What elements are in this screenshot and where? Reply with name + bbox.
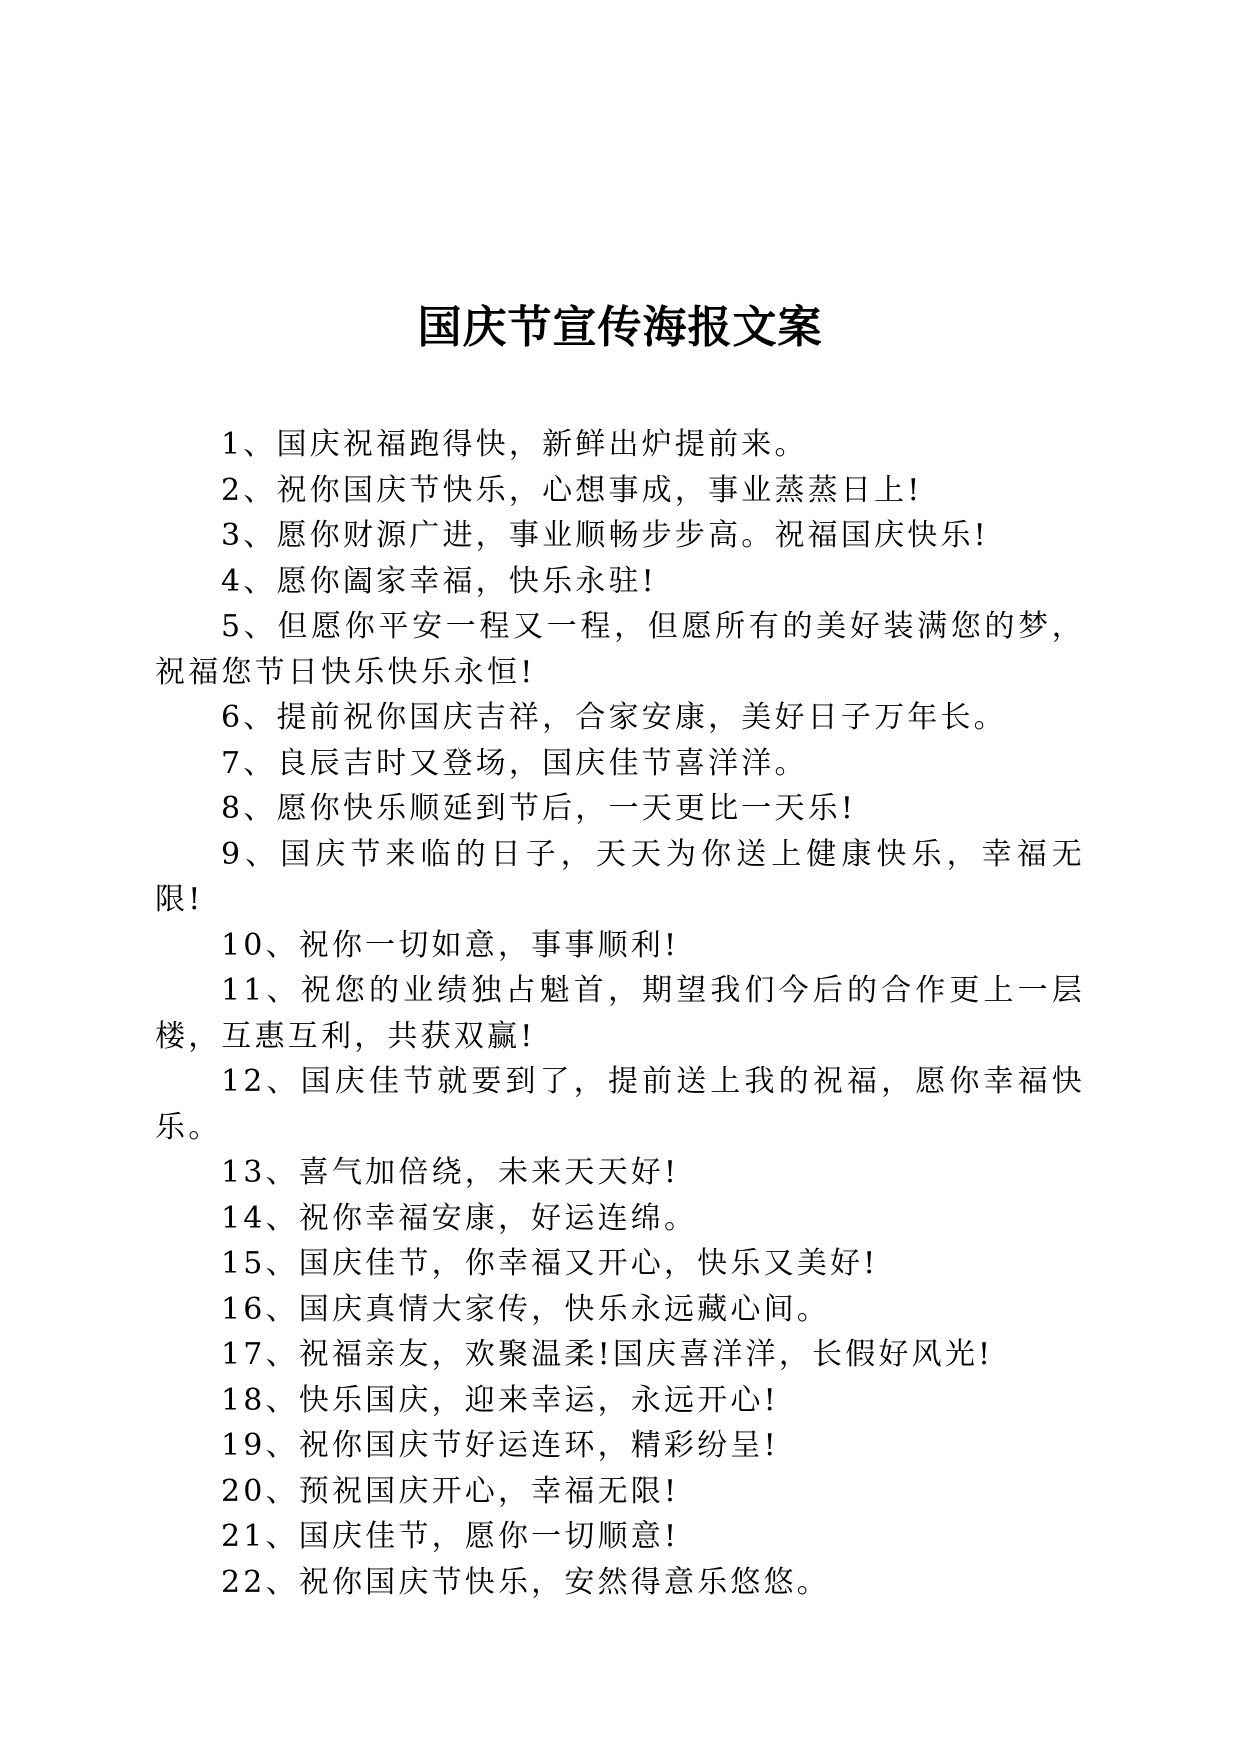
- greeting-list: [155, 422, 1085, 1605]
- list-item: 15、国庆佳节，你幸福又开心，快乐又美好!: [221, 1246, 879, 1281]
- list-item: 1、国庆祝福跑得快，新鲜出炉提前来。: [221, 427, 808, 462]
- list-item: 9、国庆节来临的日子，天天为你送上健康快乐，幸福无限!: [155, 836, 1085, 917]
- list-item: 10、祝你一切如意，事事顺利!: [221, 927, 680, 963]
- list-item: 14、祝你幸福安康，好运连绵。: [221, 1200, 698, 1236]
- list-item: 11、祝您的业绩独占魁首，期望我们今后的合作更上一层楼，互惠互利，共获双赢!: [155, 973, 1085, 1054]
- list-item: 20、预祝国庆开心，幸福无限!: [221, 1473, 680, 1509]
- list-item: 12、国庆佳节就要到了，提前送上我的祝福，愿你幸福快乐。: [155, 1064, 1085, 1145]
- list-item: 21、国庆佳节，愿你一切顺意!: [221, 1519, 680, 1554]
- list-item: 8、愿你快乐顺延到节后，一天更比一天乐!: [221, 791, 857, 826]
- list-item: 16、国庆真情大家传，快乐永远藏心间。: [221, 1291, 830, 1327]
- list-item: 19、祝你国庆节好运连环，精彩纷呈!: [221, 1428, 779, 1463]
- list-item: 2、祝你国庆节快乐，心想事成，事业蒸蒸日上!: [221, 472, 923, 508]
- list-item: 13、喜气加倍绕，未来天天好!: [221, 1155, 680, 1190]
- list-item: 5、但愿你平安一程又一程，但愿所有的美好装满您的梦，祝福您节日快乐快乐永恒!: [155, 609, 1085, 690]
- list-item: 22、祝你国庆节快乐，安然得意乐悠悠。: [221, 1564, 830, 1600]
- list-item: 7、良辰吉时又登场，国庆佳节喜洋洋。: [221, 745, 808, 781]
- list-item: 3、愿你财源广进，事业顺畅步步高。祝福国庆快乐!: [221, 518, 989, 553]
- list-item: 18、快乐国庆，迎来幸运，永远开心!: [221, 1382, 779, 1418]
- document-title: 国庆节宣传海报文案: [417, 302, 823, 353]
- list-item: 6、提前祝你国庆吉祥，合家安康，美好日子万年长。: [221, 700, 1007, 735]
- list-item: 4、愿你阖家幸福，快乐永驻!: [221, 563, 657, 599]
- list-item: 17、祝福亲友，欢聚温柔!国庆喜洋洋，长假好风光!: [221, 1337, 994, 1372]
